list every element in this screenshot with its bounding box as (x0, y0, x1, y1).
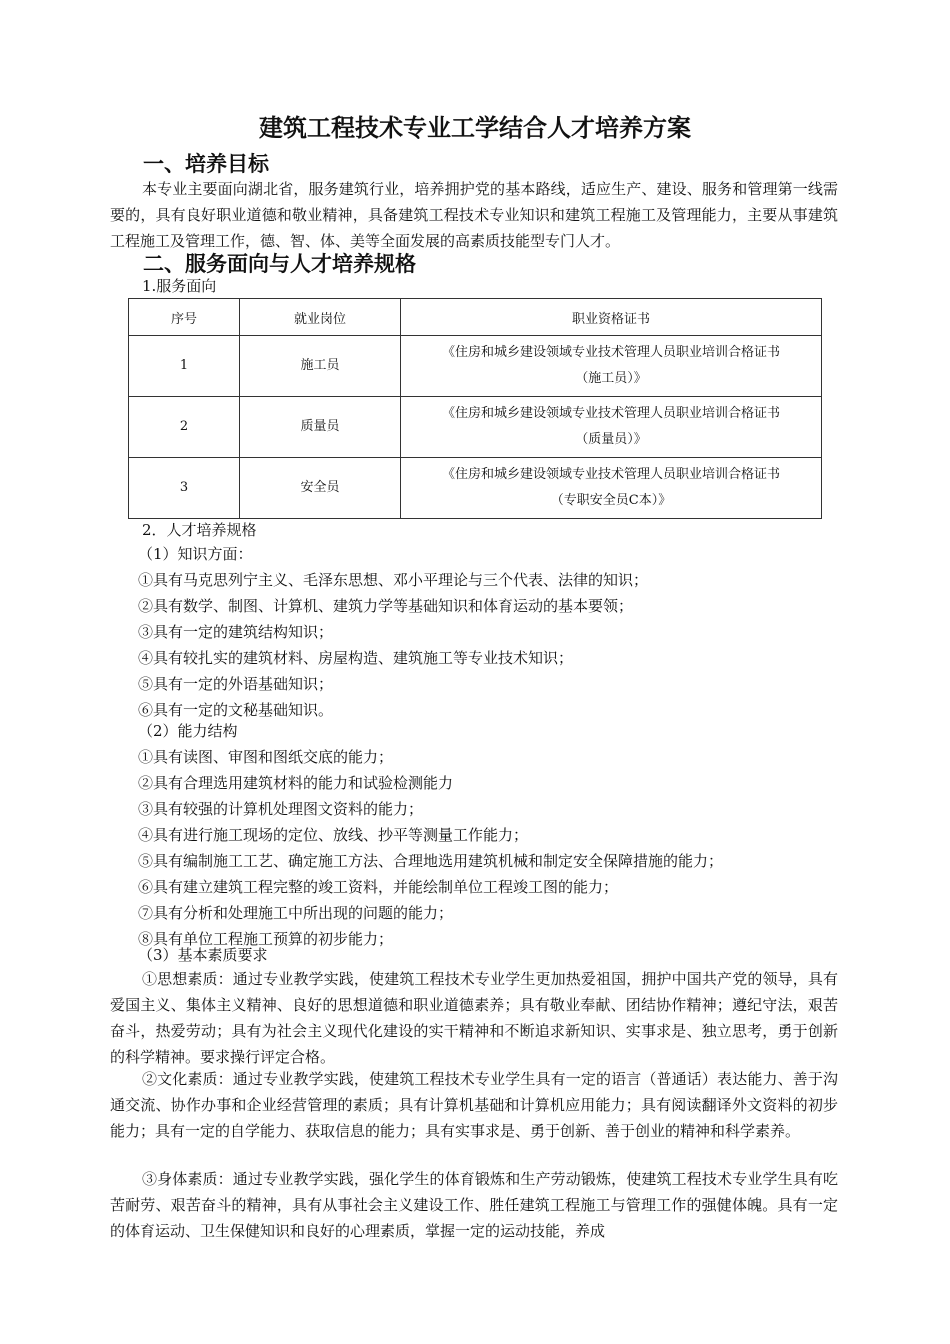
row-job: 施工员 (240, 336, 401, 397)
row-no: 2 (129, 397, 240, 458)
service-table (128, 298, 822, 519)
cert-line: 《住房和城乡建设领域专业技术管理人员职业培训合格证书 (441, 467, 780, 482)
table-header-row (129, 299, 822, 336)
table-row (129, 397, 822, 458)
section2-heading: 二、服务面向与人才培养规格 (143, 252, 416, 276)
list-item: ⑥具有建立建筑工程完整的竣工资料，并能绘制单位工程竣工图的能力； (138, 878, 619, 896)
quality-thought: ①思想素质：通过专业教学实践，使建筑工程技术专业学生更加热爱祖国，拥护中国共产党的领导，具有爱国主义、集体主义精神、良好的思想道德和职业道德素养；具有敬业奉献、团结协作精神；遵纪守法，艰苦奋斗，热爱劳动；具有为社会主义现代化建设的实干精神和不断追求新知识、实事求是、独立思考，勇于创新的科学精神。要求操行评定合格。 (110, 970, 838, 1066)
row-no: 3 (129, 458, 240, 519)
list-item: ④具有较扎实的建筑材料、房屋构造、建筑施工等专业技术知识； (138, 649, 574, 667)
list-item: ⑧具有单位工程施工预算的初步能力； (138, 930, 394, 948)
header-job: 就业岗位 (240, 299, 401, 336)
cert-line: （施工员）》 (575, 371, 647, 386)
list-item: ②具有合理选用建筑材料的能力和试验检测能力 (138, 774, 454, 792)
row-cert (401, 397, 822, 458)
service-subheading: 1.服务面向 (142, 277, 217, 295)
list-item: ⑦具有分析和处理施工中所出现的问题的能力； (138, 904, 454, 922)
page-title: 建筑工程技术专业工学结合人才培养方案 (259, 114, 691, 142)
list-item: ⑤具有一定的外语基础知识； (138, 675, 334, 693)
row-no: 1 (129, 336, 240, 397)
list-item: ④具有进行施工现场的定位、放线、抄平等测量工作能力； (138, 826, 529, 844)
row-job: 质量员 (240, 397, 401, 458)
table-row (129, 458, 822, 519)
section1-heading: 一、培养目标 (143, 152, 269, 176)
cert-line: （专职安全员C本）》 (550, 493, 672, 508)
cert-line: （质量员）》 (575, 432, 647, 447)
quality-culture: ②文化素质：通过专业教学实践，使建筑工程技术专业学生具有一定的语言（普通话）表达能力、善于沟通交流、协作办事和企业经营管理的素质；具有计算机基础和计算机应用能力；具有阅读翻译外文资料的初步能力；具有一定的自学能力、获取信息的能力；具有实事求是、勇于创新、善于创业的精神和科学素养。 (110, 1070, 838, 1140)
list-item: ⑥具有一定的文秘基础知识。 (138, 701, 334, 719)
list-item: ①具有马克思列宁主义、毛泽东思想、邓小平理论与三个代表、法律的知识； (138, 571, 649, 589)
knowledge-heading: （1）知识方面： (138, 545, 253, 563)
header-cert: 职业资格证书 (401, 299, 822, 336)
row-cert (401, 336, 822, 397)
cert-line: 《住房和城乡建设领域专业技术管理人员职业培训合格证书 (441, 345, 780, 360)
quality-physical: ③身体素质：通过专业教学实践，强化学生的体育锻炼和生产劳动锻炼，使建筑工程技术专业学生具有吃苦耐劳、艰苦奋斗的精神，具有从事社会主义建设工作、胜任建筑工程施工与管理工作的强健体魄。具有一定的体育运动、卫生保健知识和良好的心理素质，掌握一定的运动技能，养成 (110, 1170, 838, 1240)
quality-heading: （3）基本素质要求 (138, 946, 268, 964)
table-row (129, 336, 822, 397)
ability-heading: （2）能力结构 (138, 722, 238, 740)
list-item: ③具有一定的建筑结构知识； (138, 623, 334, 641)
header-no: 序号 (129, 299, 240, 336)
row-job: 安全员 (240, 458, 401, 519)
cert-line: 《住房和城乡建设领域专业技术管理人员职业培训合格证书 (441, 406, 780, 421)
section1-paragraph: 本专业主要面向湖北省，服务建筑行业，培养拥护党的基本路线，适应生产、建设、服务和管理第一线需要的，具有良好职业道德和敬业精神，具备建筑工程技术专业知识和建筑工程施工及管理能力，主要从事建筑工程施工及管理工作，德、智、体、美等全面发展的高素质技能型专门人才。 (110, 180, 838, 250)
row-cert (401, 458, 822, 519)
list-item: ⑤具有编制施工工艺、确定施工方法、合理地选用建筑机械和制定安全保障措施的能力； (138, 852, 724, 870)
list-item: ③具有较强的计算机处理图文资料的能力； (138, 800, 424, 818)
list-item: ②具有数学、制图、计算机、建筑力学等基础知识和体育运动的基本要领； (138, 597, 634, 615)
talent-subheading: 2．人才培养规格 (142, 521, 257, 539)
list-item: ①具有读图、审图和图纸交底的能力； (138, 748, 394, 766)
